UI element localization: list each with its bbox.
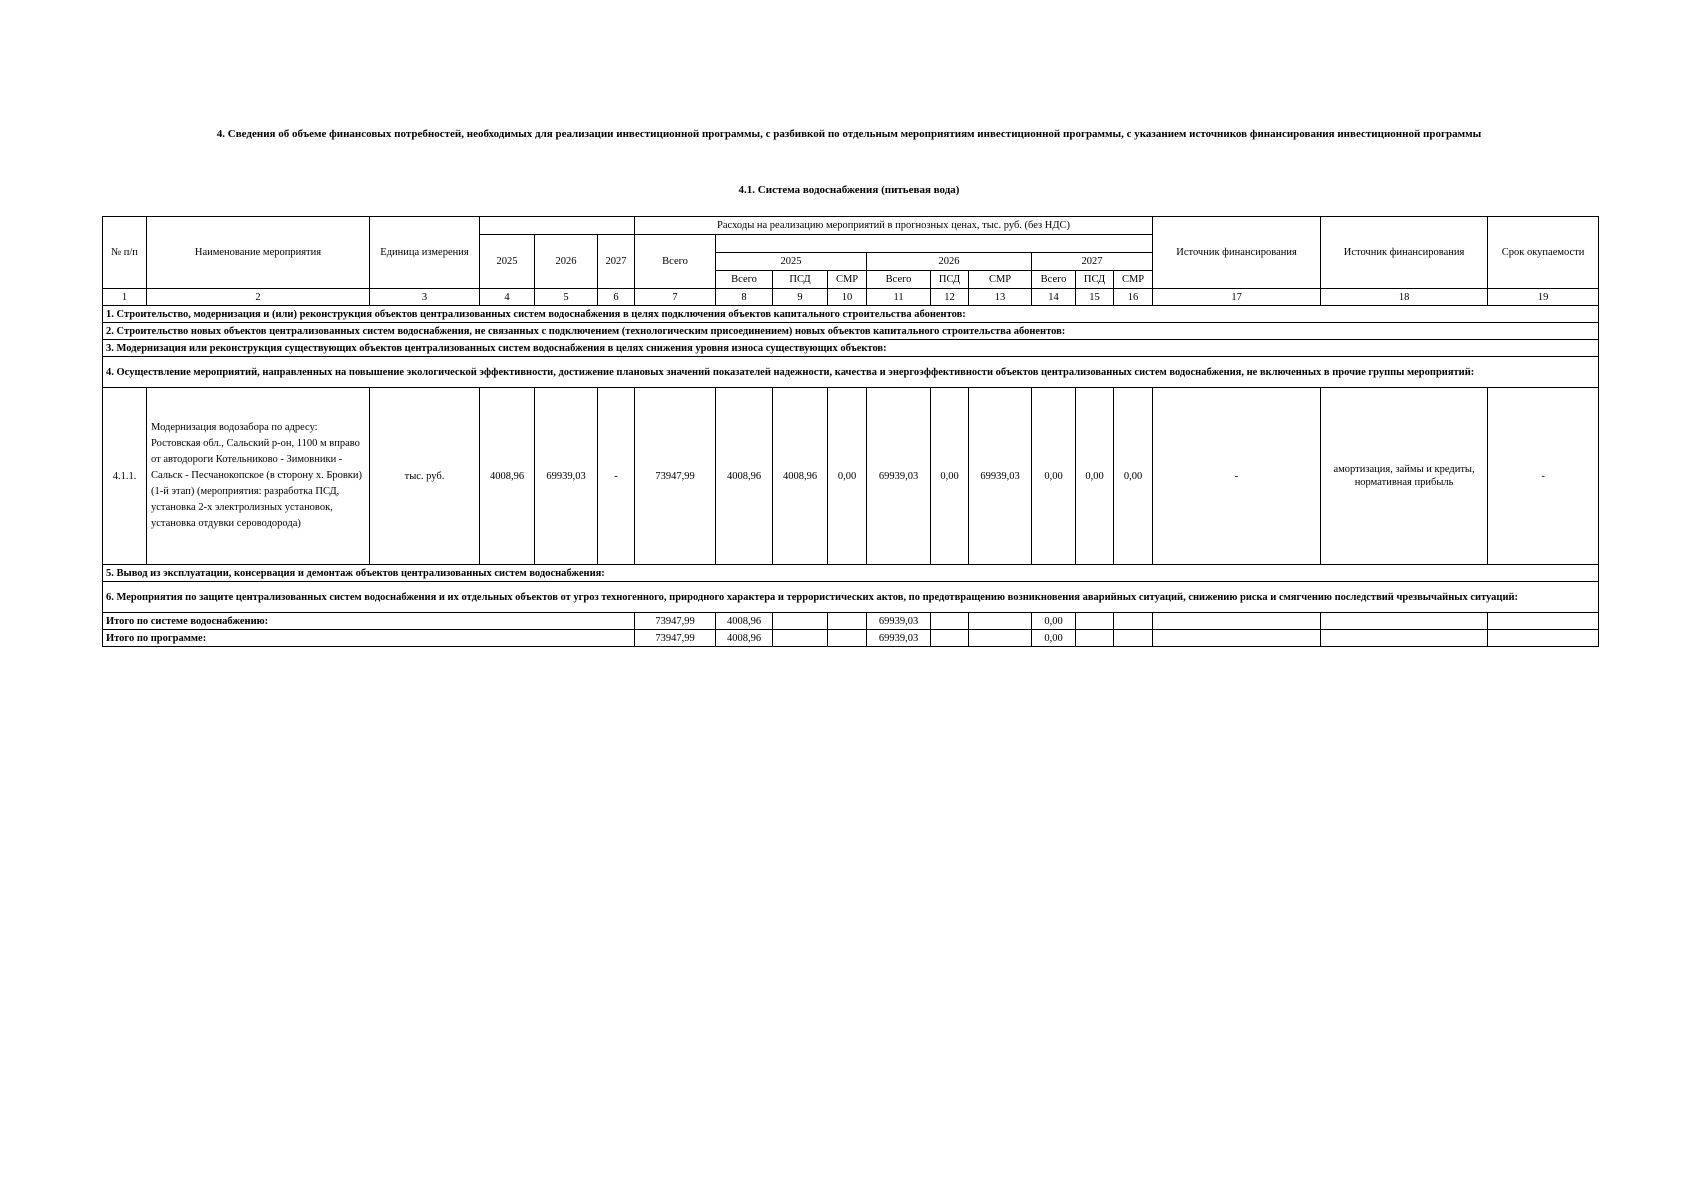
header-2026-total: Всего	[867, 271, 931, 289]
item-payback: -	[1488, 388, 1599, 565]
total-label: Итого по программе:	[103, 630, 635, 647]
header-2025-total: Всего	[716, 271, 773, 289]
section-row	[103, 306, 1599, 323]
header-year-2025: 2025	[480, 235, 535, 289]
section-row	[103, 582, 1599, 613]
header-source-1: Источник финансирования	[1153, 217, 1321, 289]
col-number: 1	[103, 289, 147, 306]
header-2027-psd: ПСД	[1076, 271, 1114, 289]
empty-cell	[1488, 613, 1599, 630]
item-2025-total: 4008,96	[716, 388, 773, 565]
item-2025-smr: 0,00	[828, 388, 867, 565]
total-row	[103, 630, 1599, 647]
total-2027: 0,00	[1032, 630, 1076, 647]
header-2026-psd: ПСД	[931, 271, 969, 289]
col-number: 17	[1153, 289, 1321, 306]
section-subtitle: 4.1. Система водоснабжения (питьевая вода)	[738, 184, 960, 196]
total-sum: 73947,99	[635, 613, 716, 630]
item-2025-psd: 4008,96	[773, 388, 828, 565]
header-blank-band	[716, 235, 1153, 253]
section-1-heading: 1. Строительство, модернизация и (или) реконструкция объектов централизованных систем водоснабжения в целях подключения объектов капитального строительства абонентов:	[103, 306, 1599, 323]
header-payback: Срок окупаемости	[1488, 217, 1599, 289]
header-group-2026: 2026	[867, 253, 1032, 271]
item-source-2: амортизация, займы и кредиты, нормативная прибыль	[1321, 388, 1488, 565]
col-number: 11	[867, 289, 931, 306]
header-source-2: Источник финансирования	[1321, 217, 1488, 289]
empty-cell	[969, 613, 1032, 630]
header-unit: Единица измерения	[370, 217, 480, 289]
col-number: 9	[773, 289, 828, 306]
empty-cell	[1114, 630, 1153, 647]
header-total: Всего	[635, 235, 716, 289]
header-2026-smr: СМР	[969, 271, 1032, 289]
header-num: № п/п	[103, 217, 147, 289]
col-number: 2	[147, 289, 370, 306]
header-group-2027: 2027	[1032, 253, 1153, 271]
item-total: 73947,99	[635, 388, 716, 565]
section-row	[103, 357, 1599, 388]
section-row	[103, 323, 1599, 340]
section-6-heading: 6. Мероприятия по защите централизованных систем водоснабжения и их отдельных объектов от угроз техногенного, природного характера и террористических актов, по предотвращению возникновения аварийных ситуаций, снижению риска и смягчению последствий чрезвычайных ситуаций:	[103, 582, 1599, 613]
item-name: Модернизация водозабора по адресу: Ростовская обл., Сальский р-он, 1100 м вправо от автодороги Котельниково - Зимовники - Сальск - Песчанокопское (в сторону х. Бровки) (1-й этап) (мероприятия: разработка ПСД, установка 2-х электролизных установок, установка отдувки сероводорода)	[147, 388, 370, 565]
empty-cell	[931, 630, 969, 647]
item-2026: 69939,03	[535, 388, 598, 565]
total-2026: 69939,03	[867, 630, 931, 647]
empty-cell	[1153, 630, 1321, 647]
item-2027-smr: 0,00	[1114, 388, 1153, 565]
total-label: Итого по системе водоснабжению:	[103, 613, 635, 630]
header-year-2026: 2026	[535, 235, 598, 289]
empty-cell	[1076, 630, 1114, 647]
col-number: 15	[1076, 289, 1114, 306]
col-number: 7	[635, 289, 716, 306]
total-2025: 4008,96	[716, 613, 773, 630]
header-2025-smr: СМР	[828, 271, 867, 289]
item-2027-total: 0,00	[1032, 388, 1076, 565]
header-years-blank	[480, 217, 635, 235]
col-number: 16	[1114, 289, 1153, 306]
empty-cell	[1321, 630, 1488, 647]
empty-cell	[1488, 630, 1599, 647]
item-unit: тыс. руб.	[370, 388, 480, 565]
document-title: 4. Сведения об объеме финансовых потребностей, необходимых для реализации инвестиционной программы, с разбивкой по отдельным мероприятиям инвестиционной программы, с указанием источников финансирования инвестиционной программы	[216, 128, 1482, 140]
empty-cell	[773, 613, 828, 630]
total-2027: 0,00	[1032, 613, 1076, 630]
section-row	[103, 565, 1599, 582]
section-2-heading: 2. Строительство новых объектов централизованных систем водоснабжения, не связанных с подключением (технологическим присоединением) новых объектов капитального строительства абонентов:	[103, 323, 1599, 340]
col-number: 3	[370, 289, 480, 306]
empty-cell	[969, 630, 1032, 647]
header-group-2025: 2025	[716, 253, 867, 271]
header-row-1	[103, 217, 1599, 235]
empty-cell	[1321, 613, 1488, 630]
column-numbers-row	[103, 289, 1599, 306]
header-2027-smr: СМР	[1114, 271, 1153, 289]
col-number: 19	[1488, 289, 1599, 306]
item-2026-psd: 0,00	[931, 388, 969, 565]
header-expenses: Расходы на реализацию мероприятий в прогнозных ценах, тыс. руб. (без НДС)	[635, 217, 1153, 235]
col-number: 12	[931, 289, 969, 306]
total-2025: 4008,96	[716, 630, 773, 647]
item-source-1: -	[1153, 388, 1321, 565]
item-2027-psd: 0,00	[1076, 388, 1114, 565]
col-number: 14	[1032, 289, 1076, 306]
col-number: 4	[480, 289, 535, 306]
item-2026-total: 69939,03	[867, 388, 931, 565]
col-number: 13	[969, 289, 1032, 306]
empty-cell	[828, 613, 867, 630]
item-2025: 4008,96	[480, 388, 535, 565]
header-year-2027: 2027	[598, 235, 635, 289]
section-3-heading: 3. Модернизация или реконструкция существующих объектов централизованных систем водоснабжения в целях снижения уровня износа существующих объектов:	[103, 340, 1599, 357]
col-number: 18	[1321, 289, 1488, 306]
section-4-heading: 4. Осуществление мероприятий, направленных на повышение экологической эффективности, достижение плановых значений показателей надежности, качества и энергоэффективности объектов централизованных систем водоснабжения, не включенных в прочие группы мероприятий:	[103, 357, 1599, 388]
col-number: 6	[598, 289, 635, 306]
total-sum: 73947,99	[635, 630, 716, 647]
table-row	[103, 388, 1599, 565]
empty-cell	[1076, 613, 1114, 630]
item-num: 4.1.1.	[103, 388, 147, 565]
empty-cell	[828, 630, 867, 647]
item-2026-smr: 69939,03	[969, 388, 1032, 565]
item-2027: -	[598, 388, 635, 565]
empty-cell	[1114, 613, 1153, 630]
col-number: 8	[716, 289, 773, 306]
header-2025-psd: ПСД	[773, 271, 828, 289]
empty-cell	[773, 630, 828, 647]
section-row	[103, 340, 1599, 357]
total-row	[103, 613, 1599, 630]
empty-cell	[1153, 613, 1321, 630]
col-number: 5	[535, 289, 598, 306]
section-5-heading: 5. Вывод из эксплуатации, консервация и демонтаж объектов централизованных систем водоснабжения:	[103, 565, 1599, 582]
empty-cell	[931, 613, 969, 630]
total-2026: 69939,03	[867, 613, 931, 630]
header-name: Наименование мероприятия	[147, 217, 370, 289]
investment-table	[102, 216, 1599, 647]
col-number: 10	[828, 289, 867, 306]
header-2027-total: Всего	[1032, 271, 1076, 289]
